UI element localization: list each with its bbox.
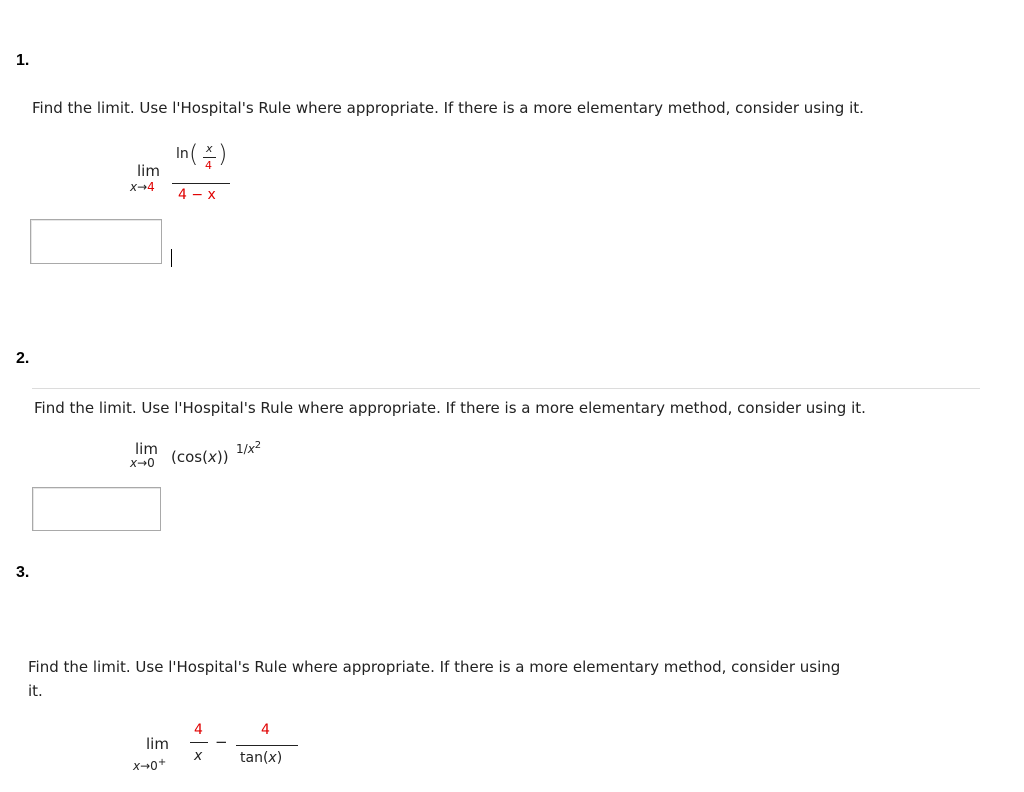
problem-1-number: 1. [16,52,30,69]
ln-function: ln [176,146,189,162]
fraction-1-numerator: 4 [194,722,203,738]
lim-label: lim [146,735,169,753]
problem-3-number: 3. [16,564,30,581]
problem-1-prompt: Find the limit. Use l'Hospital's Rule where appropriate. If there is a more elementary method, consider using it. [32,99,864,117]
lim-label: lim [135,440,158,458]
problem-2-answer-input[interactable] [32,487,161,531]
lim-label: lim [137,162,160,180]
paren-close: ) [218,140,228,168]
lim-subscript: x→4 [130,180,155,194]
fraction-1-denominator: x [194,748,203,764]
fraction-2-bar [236,745,298,746]
fraction-1-bar [190,742,208,743]
minus-sign: − [215,733,228,751]
problem-3-prompt-line1: Find the limit. Use l'Hospital's Rule where appropriate. If there is a more elementary method, consider using [28,658,841,676]
inner-numerator: x [206,142,213,155]
fraction-2-numerator: 4 [261,722,270,738]
cos-base: (cos(x)) [171,448,229,466]
problem-2-number: 2. [16,350,30,367]
problem-2-prompt: Find the limit. Use l'Hospital's Rule where appropriate. If there is a more elementary method, consider using it. [34,399,866,417]
section-divider [32,388,980,389]
main-fraction-bar [172,183,230,184]
problem-1-answer-input[interactable] [30,219,162,264]
fraction-2-denominator: tan(x) [240,750,283,766]
paren-open: ( [189,140,199,168]
text-cursor [171,249,172,267]
inner-fraction-bar [203,157,216,158]
lim-subscript: x→0 [130,456,155,470]
problem-3-prompt-line2: it. [28,682,43,700]
inner-denominator: 4 [205,159,212,172]
exponent: $1/x^2$ [236,440,262,456]
lim-subscript: x→0+ [133,757,167,773]
denominator: 4 − x [178,187,216,203]
